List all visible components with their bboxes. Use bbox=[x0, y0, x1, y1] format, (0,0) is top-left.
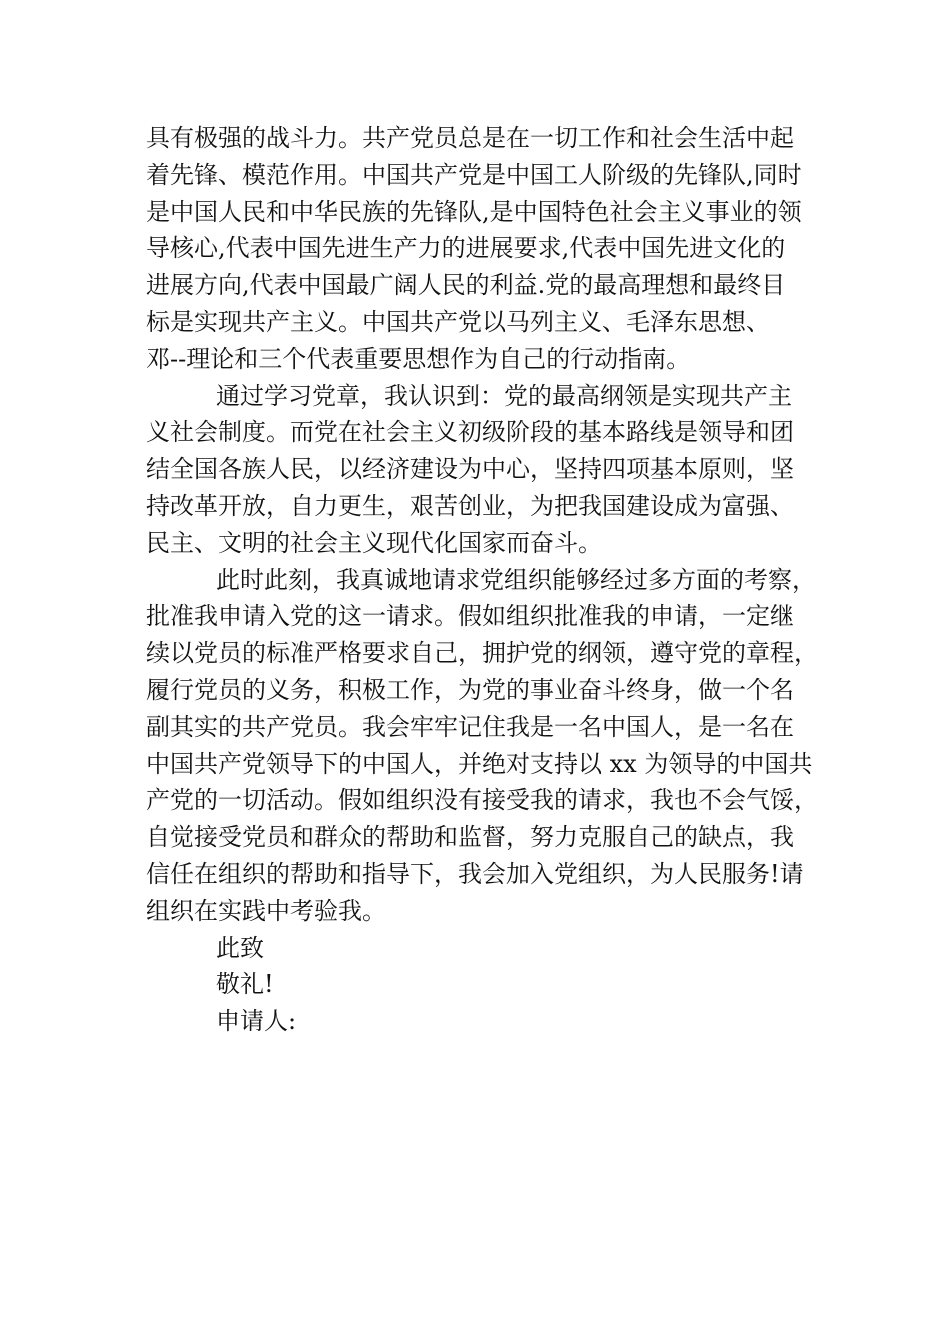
text-line: 进展方向,代表中国最广阔人民的利益.党的最高理想和最终目 bbox=[146, 271, 786, 300]
text-line: 着先锋、模范作用。中国共产党是中国工人阶级的先锋队,同时 bbox=[146, 160, 802, 189]
text-line: 义社会制度。而党在社会主义初级阶段的基本路线是领导和团 bbox=[146, 418, 794, 447]
paragraph-party-nature bbox=[146, 120, 806, 378]
text-line: 通过学习党章，我认识到：党的最高纲领是实现共产主 bbox=[216, 381, 792, 410]
text-line: 持改革开放，自力更生，艰苦创业，为把我国建设成为富强、 bbox=[146, 491, 794, 520]
text-line: 续以党员的标准严格要求自己，拥护党的纲领，遵守党的章程， bbox=[146, 639, 818, 668]
text-line: 信任在组织的帮助和指导下，我会加入党组织，为人民服务!请 bbox=[146, 859, 804, 888]
text-line: 标是实现共产主义。中国共产党以马列主义、毛泽东思想、 bbox=[146, 307, 770, 336]
text-line: 民主、文明的社会主义现代化国家而奋斗。 bbox=[146, 528, 602, 557]
text-line: 此时此刻，我真诚地请求党组织能够经过多方面的考察， bbox=[216, 565, 816, 594]
applicant-signature-label: 申请人: bbox=[216, 1007, 297, 1036]
text-line: 组织在实践中考验我。 bbox=[146, 896, 386, 925]
letter-closing bbox=[146, 930, 806, 1040]
text-line: 结全国各族人民，以经济建设为中心，坚持四项基本原则，坚 bbox=[146, 455, 794, 484]
text-line: 中国共产党领导下的中国人，并绝对支持以 xx 为领导的中国共 bbox=[146, 749, 813, 778]
text-line: 导核心,代表中国先进生产力的进展要求,代表中国先进文化的 bbox=[146, 234, 786, 263]
paragraph-party-constitution bbox=[146, 378, 806, 562]
text-line: 自觉接受党员和群众的帮助和监督，努力克服自己的缺点，我 bbox=[146, 823, 794, 852]
text-line: 履行党员的义务，积极工作，为党的事业奋斗终身，做一个名 bbox=[146, 675, 794, 704]
text-line: 具有极强的战斗力。共产党员总是在一切工作和社会生活中起 bbox=[146, 124, 794, 152]
closing-regards: 敬礼! bbox=[216, 970, 274, 999]
text-line: 产党的一切活动。假如组织没有接受我的请求，我也不会气馁， bbox=[146, 786, 818, 815]
closing-salutation: 此致 bbox=[216, 933, 264, 962]
text-line: 批准我申请入党的这一请求。假如组织批准我的申请，一定继 bbox=[146, 602, 794, 631]
text-line: 是中国人民和中华民族的先锋队,是中国特色社会主义事业的领 bbox=[146, 197, 802, 226]
document-page bbox=[146, 120, 818, 1040]
text-line: 副其实的共产党员。我会牢牢记住我是一名中国人，是一名在 bbox=[146, 712, 794, 741]
text-line: 邓--理论和三个代表重要思想作为自己的行动指南。 bbox=[146, 344, 691, 373]
paragraph-application-request bbox=[146, 562, 818, 930]
